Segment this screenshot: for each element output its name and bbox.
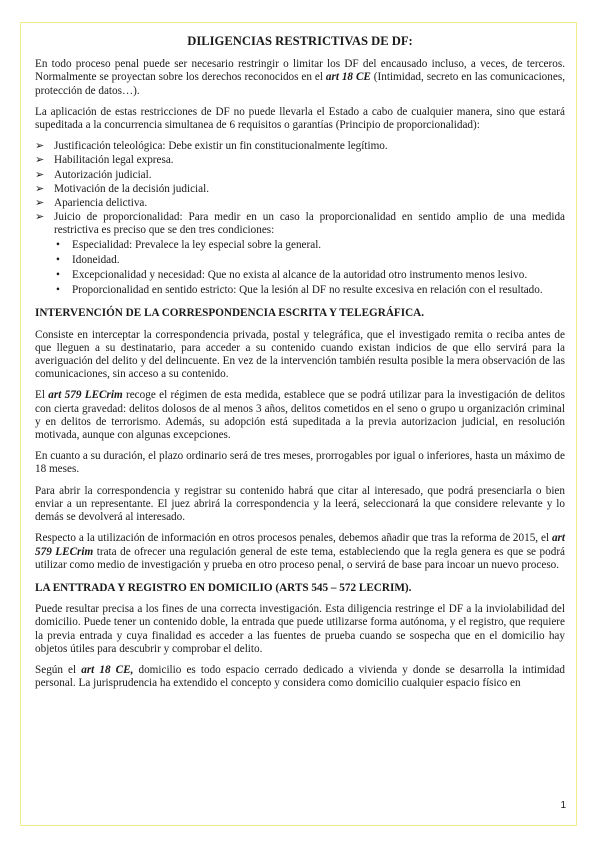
arrow-bullet-icon: ➢ [35,197,45,210]
intro-paragraph-1 [35,58,565,98]
list-item: • Proporcionalidad en sentido estricto: Que la lesión al DF no resulte excesiva en relación con el resultado. [56,284,543,297]
section-heading: INTERVENCIÓN DE LA CORRESPONDENCIA ESCRITA Y TELEGRÁFICA. [35,307,425,320]
paragraph: Puede resultar precisa a los fines de una correcta investigación. Esta diligencia restringe el DF a la inviolabilidad del domicilio. Puede tener un contenido doble, la entrada que puede utilizarse forma autónoma, y el registro, que requiere la previa entrada y cuya finalidad es acceder a las fuentes de prueba cuando se sospecha que en el domicilio hay objetos útiles para descubrir y comprobar el delito. [35,603,565,655]
arrow-bullet-icon: ➢ [35,140,45,153]
intro-paragraph-2: La aplicación de estas restricciones de DF no puede llevarla el Estado a cabo de cualquier manera, sino que estará supeditada a la concurrencia simultanea de 6 requisitos o garantías (Principio de proporcionalidad): [35,105,565,132]
law-reference: art 18 CE [325,71,371,84]
arrow-bullet-icon: ➢ [35,211,45,224]
paragraph: El art 579 LECrim recoge el régimen de esta medida, establece que se podrá utilizar para la investigación de delitos con cierta gravedad: delitos dolosos de al menos 3 años, delitos cometidos en el seno o grupo u organización criminal y en delitos de terrorismo. Además, su adopción está supeditada a la previa autorizacion judicial, en resolución motivada, aunque con algunas excepciones. [35,389,565,442]
list-item: ➢ Justificación teleológica: Debe existir un fin constitucionalmente legítimo. [35,140,388,153]
paragraph: Según el art 18 CE, domicilio es todo espacio cerrado dedicado a vivienda y donde se desarrolla la intimidad personal. La jurisprudencia ha extendido el concepto y considera como domicilio cualquier espacio físico en [35,663,566,690]
bullet-icon: • [56,238,60,251]
text-run: En todo proceso penal puede ser necesario restringir o limitar los DF del encausado incluso, a veces, de terceros. Normalmente se proyectan sobre los derechos reconocidos en el [35,58,565,84]
list-item: • Excepcionalidad y necesidad: Que no exista al alcance de la autoridad otro instrumento menos lesivo. [56,269,528,282]
list-item: ➢ Motivación de la decisión judicial. [35,182,210,195]
list-item: ➢ Juicio de proporcionalidad: Para medir en un caso la proporcionalidad en sentido amplio de una medida restrictiva es preciso que se den tres condiciones: • Especialidad: Prevalece la ley especial sobre la general. • Idoneidad. • Excepcionalidad y necesidad: Que no exista al alcance de la autoridad otro instrumento menos lesivo. • Proporcionalidad en sentido estricto: Que la lesión al DF no resulte excesiva en relación con el resultado. [35,211,565,297]
arrow-bullet-icon: ➢ [35,154,45,167]
page-number: 1 [560,800,566,811]
list-item: ➢ Apariencia delictiva. [35,197,148,210]
bullet-icon: • [56,284,60,297]
paragraph: En cuanto a su duración, el plazo ordinario será de tres meses, prorrogables por igual o inferiores, hasta un máximo de 18 meses. [35,450,565,476]
list-item: ➢ Habilitación legal expresa. [35,154,174,167]
document-title: DILIGENCIAS RESTRICTIVAS DE DF: [187,34,413,48]
law-reference: art 18 CE, [81,663,134,676]
arrow-bullet-icon: ➢ [35,182,45,195]
arrow-bullet-icon: ➢ [35,168,45,181]
section-heading: LA ENTTRADA Y REGISTRO EN DOMICILIO (ARTS 545 – 572 LECRIM). [35,581,412,594]
bullet-icon: • [56,269,60,282]
law-reference: art 579 LECrim [48,389,123,402]
paragraph: Respecto a la utilización de información en otros procesos penales, debemos añadir que tras la reforma de 2015, el art 579 LECrim trata de ofrecer una regulación general de este tema, estableciendo que la regla genera es que se podrá utilizar como medio de investigación y prueba en otro proceso penal, o servirá de base para incoar un nuevo proceso. [35,532,566,571]
list-item: • Idoneidad. [56,253,120,266]
bullet-icon: • [56,253,60,266]
law-reference: art 579 LECrim [35,532,565,558]
text-run: (Intimidad, secreto en las comunicaciones, protección de datos…). [35,71,565,97]
requisitos-list [35,140,565,297]
list-item: • Especialidad: Prevalece la ley especial sobre la general. [56,238,322,251]
list-item: ➢ Autorización judicial. [35,168,152,181]
paragraph: Consiste en interceptar la correspondencia privada, postal y telegráfica, que el investigado remita o reciba antes de que lleguen a su destinatario, para acceder a su contenido cuando existan indicios de que ello servirá para la averiguación del delito y del delincuente. En vez de la intervención también resulta posible la mera observación de las comunicaciones, sin acceso a su contenido. [35,328,565,381]
document-body [35,35,565,698]
paragraph: Para abrir la correspondencia y registrar su contenido habrá que citar al interesado, que podrá presenciarla o bien enviar a un representante. El juez abrirá la correspondencia y la leerá, seleccionará la que considere relevante y lo demás se devolverá al interesado. [35,484,565,524]
condiciones-list [54,239,565,298]
